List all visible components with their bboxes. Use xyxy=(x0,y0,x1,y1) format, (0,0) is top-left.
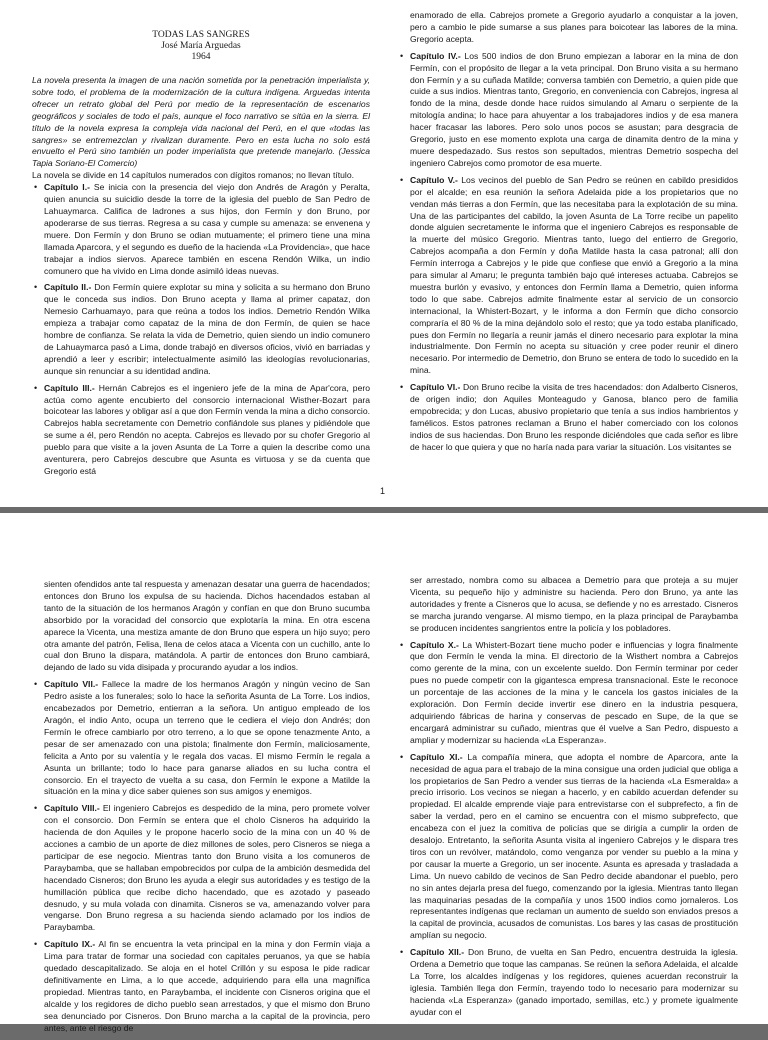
continued-text: sienten ofendidos ante tal respuesta y amenazan desatar una guerra de hacendados; entonces don Bruno los expulsa de su hacienda. Dichos hacendados estaban al tanto de la situación de los hermanos Aragón y confían en que don Bruno sucumba absorbido por la voracidad del consorcio que explotaría la mina. En otra escena aparece la Vicenta, una mestiza amante de don Bruno que espera un hijo suyo; pero otra amante del patrón, Felisa, llena de celos ataca a Vicenta con un cuchillo, ante lo cual don Bruno la dispara, matándola. A partir de entonces don Bruno cambiará, dejando de lado su vida disipada y procurando ayudar a los indios. xyxy=(44,579,370,673)
chapter-item xyxy=(32,282,370,377)
document-title: TODAS LAS SANGRES xyxy=(152,30,250,40)
chapter-text: Los 500 indios de don Bruno empiezan a laborar en la mina de don Fermín, con el propósito de llegar a la veta principal. Don Bruno visita a su hermano don Fermín y a su cuñada Matilde; conversa también con Demetrio, a quien pide que cuide a sus indios. Mientras tanto, Gregorio, en conveniencia con Cabrejos, ingresa al fondo de la mina, desde donde hace ruidos simulando al Amaru o serpiente de la mitología andina; lo hace para ahuyentar a los trabajadores indios y de esa manera hacer fracasar las labores. Pero solo unos pocos se asustan; para desgracia de Gregorio, justo en ese momento explota una carga de dinamita dentro de la mina y muere despedazado. Sus restos son sepultados, mientras Demetrio sospecha del ingeniero Cabrejos como promotor de esa muerte. xyxy=(410,50,738,168)
chapter-item xyxy=(32,679,370,798)
chapter-title: Capítulo V.- xyxy=(410,174,458,185)
chapter-text: Don Bruno, de vuelta en San Pedro, encuentra destruida la iglesia. Ordena a Demetrio que toque las campanas. Se reúnen la señora Adelaida, el alcalde La Torre, los alcaldes indígenas y los regidores, quienes acuerdan reconstruir la iglesia. También llega don Fermín, trayendo todo lo necesario para modernizar su hacienda «La Esperanza» (ganado importado, semillas, etc.) y promete igualmente ayudar con el xyxy=(410,947,739,1017)
chapter-text: Los vecinos del pueblo de San Pedro se reúnen en cabildo presididos por el alcalde; en esa reunión la señora Adelaida pide a los propietarios que no vendan más tierras a don Fermín, que las necesitaba para la explotación de su mina. Una de las participantes del cabildo, la joven Asunta de La Torre recibe un papelito donde alguien secretamente le informa que el ingeniero Cabrejos es responsable de la muerte del músico Gregorio. Mientras tanto, luego del entierro de Gregorio, Cabrejos acompaña a don Fermín y doña Matilde hasta la casa patronal; allí don Fermín interroga a Cabrejos y le pide que confiese que envió a Gregorio a la mina para simular al Amaru; le pregunta también bajo qué intereses actuaba. Cabrejos se muestra burlón y evasivo, y entonces don Fermín llama a Demetrio, quien informa todo lo que sabe. Cabrejos admite finalmente estar al servicio de un consorcio internacional, la Whistert-Bozart, y le informa a don Fermín que dicho consorcio compraría el 80 % de la mina dejándolo solo el resto; que ya todo estaba planificado, pues don Fermín no llegaría a reunir jamás el dinero necesario para explotar la mina industrialmente. Don Fermín no acepta su situación y cree poder reunir el dinero necesario. Por intermedio de Demetrio, don Bruno se entera de todo lo sucedido en la mina. xyxy=(410,174,738,376)
chapter-item xyxy=(32,803,370,934)
chapter-title: Capítulo X.- xyxy=(410,639,459,650)
chapter-title: Capítulo II.- xyxy=(44,282,92,293)
page1-right-column xyxy=(398,10,738,459)
title-block xyxy=(32,30,370,63)
chapter-item xyxy=(398,382,738,453)
page-2 xyxy=(0,513,768,1033)
chapter-title: Capítulo VII.- xyxy=(44,679,99,690)
abstract: La novela presenta la imagen de una nación sometida por la penetración imperialista y, sobre todo, el problema de la modernización de la cultura indígena. Arguedas intenta ofrecer un retrato global del Perú por medio de la representación de escenarios geográficos y sociales de todo el país, aunque el foco narrativo se sitúa en la sierra. El título de la novela expresa la compleja vida nacional del Perú, en el que «todas las sangres» se entremezclan y rivalizan duramente. Pero en esta lucha no solo está envuelto el Perú sino también un poder imperialista que pretende manejarlo. (Jessica Tapia Soriano-El Comercio) xyxy=(32,75,370,169)
continued-text: enamorado de ella. Cabrejos promete a Gregorio ayudarlo a conquistar a la joven, pero a cambio le pide sumarse a sus planes para boicotear las labores de la mina. Gregorio acepta. xyxy=(410,10,738,44)
chapter-text: Don Fermín quiere explotar su mina y solicita a su hermano don Bruno que le conceda sus indios. Don Bruno acepta y llama al primer capataz, don Nemesio Carhuamayo, para que reúna a todos los indios. Demetrio Rendón Wilka empieza a trabajar como capataz de la mina de don Fermín, de quien se hace hombre de confianza. Se relata la vida de Demetrio, quien siendo un indio comunero de Lahuaymarca pasó a Lima, donde trabajó en diversos oficios, vivió en barriadas y aprendió a leer y escribir; intelectualmente asimiló las ideologías revolucionarias, aunque sin renunciar a su identidad andina. xyxy=(44,282,370,376)
chapter-text: Fallece la madre de los hermanos Aragón y ningún vecino de San Pedro asiste a los funerales; solo lo hace la señorita Asunta de La Torre. Los indios, encabezados por Demetrio, entierran a la señora. Un antiguo empleado de los Aragón, el indio Anto, ocupa un terreno que le cediera el viejo don Andrés; don Fermín le ofrece cambiarlo por otro terreno, a lo que se opone tenazmente Anto, a pesar de ser amenazado con una pistola; finalmente don Fermín, maliciosamente, felicita a Anto por su valentía y le regala dos vacas. El mismo Fermín le regala a Asunta un brillante; todo lo hace para ganarse aliados en su lucha contra el consorcio. En el trayecto de vuelta a su casa, don Fermín le expone a Matilde la situación en la mina y dice saber quienes son sus amigos y enemigos. xyxy=(44,679,370,797)
chapter-item xyxy=(32,182,370,277)
chapter-text: Don Bruno recibe la visita de tres hacendados: don Adalberto Cisneros, de origen indio; don Aquiles Monteagudo y Ganosa, blanco pero de familia empobrecida; y don Lucas, abusivo propietario que tenía a sus indios hambrientos y famélicos. Estos patrones reclaman a Bruno el haber comerciado con los colonos indios de sus haciendas. Don Bruno les responde diciéndoles que cada señor es libre de hacer lo que quiera y que no haría nada para variar la situación. Los visitantes se xyxy=(410,382,738,452)
chapter-title: Capítulo I.- xyxy=(44,182,90,193)
chapter-list xyxy=(32,679,370,1034)
chapter-text: Hernán Cabrejos es el ingeniero jefe de la mina de Apar'cora, pero actúa como agente encubierto del consorcio internacional Wisther-Bozart para boicotear las labores y obligar así a que don Fermín venda la mina a dicho consorcio. Cabrejos habla secretamente con Demetrio confiándole sus planes y pidiéndole que se sume a él, pero Rendón no acepta. Cabrejos es llevado por su chofer Gregorio al pueblo para que visite a la joven Asunta de La Torre a quien la describe como una aventurera, pero Cabrejos descubre que Asunta es virtuosa y se da cuenta que Gregorio está xyxy=(44,382,371,476)
chapter-text: Al fin se encuentra la veta principal en la mina y don Fermín viaja a Lima para tratar de formar una sociedad con capitales peruanos, ya que se había quedado descapitalizado. Se aloja en el hotel Crillón y su esposa le pide radicar definitivamente en Lima, a lo que accede, adquiriendo para ella una magnífica propiedad. Mientras tanto, en Paraybamba, el incidente con Cisneros origina que el alcalde y los regidores de dicho pueblo sean arrestados, y que el mismo don Bruno sea denunciado por Cisneros. Don Bruno marcha a la capital de la provincia, pero antes, ante el riesgo de xyxy=(44,939,370,1033)
continued-text: ser arrestado, nombra como su albacea a Demetrio para que proteja a su mujer Vicenta, su pequeño hijo y administre su hacienda. Pero don Bruno, ya ante las autoridades y frente a Cisneros que lo acusa, se defiende y no es arrestado. Cisneros se marcha jurando vengarse. Al mismo tiempo, en la plaza principal de Paraybamba se producen incidentes sangrientos entre la policía y los pobladores. xyxy=(410,575,738,633)
page-1 xyxy=(0,0,768,507)
chapter-title: Capítulo XI.- xyxy=(410,751,463,762)
chapter-item xyxy=(32,939,370,1034)
chapter-text: La compañía minera, que adopta el nombre de Aparcora, ante la necesidad de agua para el trabajo de la mina consigue una orden judicial que obliga a los propietarios de San Pedro a vender sus tierras de la hacienda «La Esmeralda» a precio irrisorio. Los vecinos se niegan a hacerlo, y en cabildo acuerdan defender su propiedad. El alcalde emprende viaje para entrevistarse con el subprefecto, a fin de saber la verdad, pero en el camino se encuentra con el mismo subprefecto, que encabeza con el juez la comitiva de policías que se dirigía a cumplir la orden de desalojo. Entretanto, la señorita Asunta visita al ingeniero Cabrejos y le dispara tres tiros con un revólver, matándolo, como venganza por vender su pueblo a la mina y por causar la muerte a Gregorio, un ser inocente. Asunta es apresada y trasladada a Lima. Un nuevo cabildo de vecinos de San Pedro decide abandonar el pueblo, pero no sin antes dejarla presa del fuego, comenzando por la iglesia. Mientras tanto llegan las maquinarias pesadas de la compañía y unos 1500 indios como jornaleros. Los representantes indígenas que reclaman un aumento de sueldo son enviados presos a la capital de provincia, acusados de comunistas. Los bares y las casas de prostitución amplían su negocio. xyxy=(410,751,738,941)
chapter-text: Se inicia con la presencia del viejo don Andrés de Aragón y Peralta, quien anuncia su suicidio desde la torre de la iglesia del pueblo de San Pedro de Lahuaymarca. Califica de ladrones a sus hijos, don Fermín y don Bruno, por apoderarse de sus tierras. Regresa a su casa y cumple su amenaza: se envenena y muere. Don Fermín y don Bruno se odian mutuamente; el primero tiene una mina llamada Aparcora, y el segundo es dueño de la hacienda «La Providencia», que hace trabajar a indios siervos. Aparece también en escena Rendón Wilka, un indio comunero que ha vivido en Lima donde asimiló ideas nuevas. xyxy=(44,182,370,276)
chapter-item xyxy=(398,175,738,377)
page2-left-column xyxy=(32,579,370,1040)
page2-right-column xyxy=(398,575,738,1024)
chapter-text: El ingeniero Cabrejos es despedido de la mina, pero promete volver con el consorcio. Don Fermín se entera que el cholo Cisneros ha adquirido la hacienda de don Aquiles y le propone hacerlo socio de la mina con un 40 % de acciones a cambio de un aporte de diez millones de soles, pero Cisneros se niega a participar de ese negocio. Mientras tanto don Bruno visita a los comuneros de Paraybamba, que se hallaban empobrecidos por culpa de la ambición desmedida del hacendado Cisneros; don Bruno les ayuda a elegir sus autoridades y es testigo de la humillación pública que recibe dicho hacendado, que es azotado y paseado desnudo, y su mula volada con dinamita. Cisneros se va, amenazando volver para vengarse. Don Bruno regresa a su hacienda siendo aclamado por los indios de Paraybamba. xyxy=(44,803,370,933)
page-number: 1 xyxy=(380,486,386,496)
intro-text: La novela se divide en 14 capítulos numerados con dígitos romanos; no llevan título. xyxy=(32,170,354,181)
document-author: José María Arguedas xyxy=(161,41,241,51)
chapter-title: Capítulo VIII.- xyxy=(44,803,100,814)
chapter-title: Capítulo IX.- xyxy=(44,939,96,950)
chapter-item xyxy=(32,383,370,478)
chapter-title: Capítulo VI.- xyxy=(410,382,461,393)
document-year: 1964 xyxy=(191,52,211,62)
chapter-item xyxy=(398,640,738,747)
chapter-text: La Whistert-Bozart tiene mucho poder e influencias y logra finalmente que don Fermín le venda la mina. El directorio de la Wisthert nombra a Cabrejos como gerente de la mina, con un excelente sueldo. Don Fermín terminar por ceder pues no puede competir con la gigantesca empresa transnacional. Este le reconoce un porcentaje de las acciones de la mina y le cancela los gastos iniciales de la exploración. Don Fermín decide invertir ese dinero en la industria pesquera, adquiriendo fábricas de harina y conservas de pescado en Supe, de la que se encargará administrar su cuñado, mientras que él vuelve a San Pedro, dispuesto a ampliar y modernizar su hacienda «La Esperanza». xyxy=(410,639,738,745)
chapter-list xyxy=(398,51,738,454)
chapter-item xyxy=(398,51,738,170)
chapter-item xyxy=(398,752,738,943)
chapter-list xyxy=(32,182,370,478)
chapter-title: Capítulo III.- xyxy=(44,382,95,393)
chapter-list xyxy=(398,640,738,1019)
chapter-title: Capítulo XII.- xyxy=(410,947,465,958)
page1-left-column xyxy=(32,30,370,483)
chapter-title: Capítulo IV.- xyxy=(410,50,461,61)
chapter-item xyxy=(398,947,738,1018)
